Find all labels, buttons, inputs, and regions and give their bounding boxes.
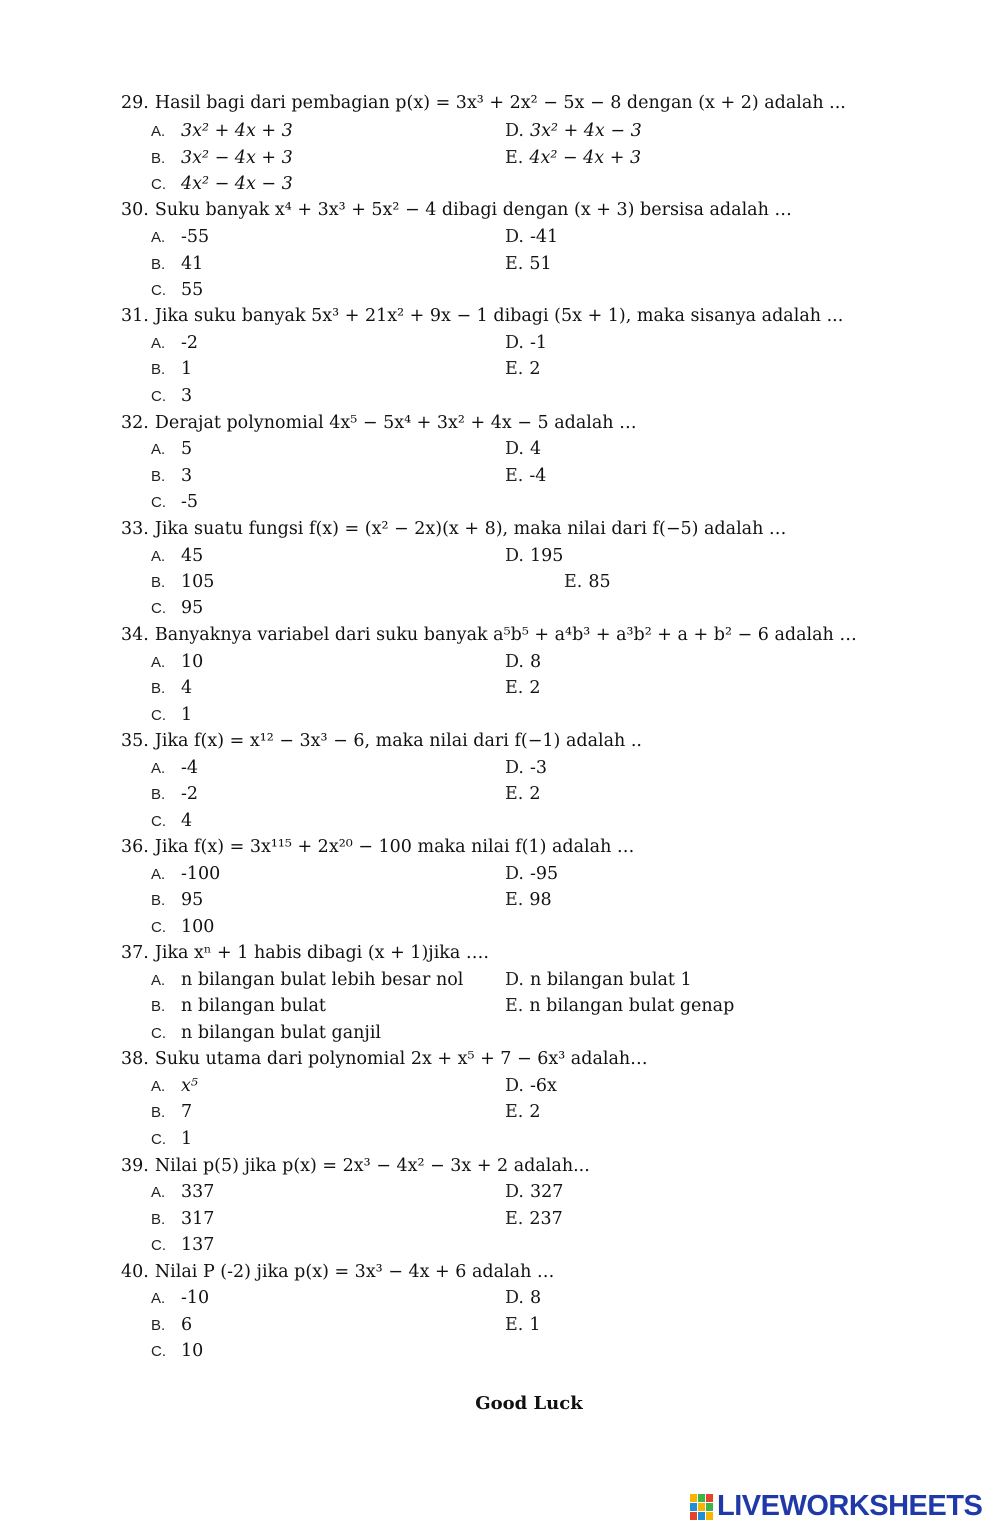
question-29 <box>121 92 846 114</box>
option-c[interactable]: C. 1 <box>151 1129 193 1149</box>
option-c[interactable]: C. 55 <box>151 280 204 300</box>
question-text: Jika f(x) = x¹² − 3x³ − 6, maka nilai dari f(−1) adalah .. <box>154 731 642 751</box>
option-e[interactable]: E. 2 <box>505 1102 541 1122</box>
option-b[interactable]: B. n bilangan bulat <box>151 996 326 1016</box>
brand-name: LIVEWORKSHEETS <box>717 1490 983 1522</box>
question-38 <box>121 1048 648 1070</box>
option-c[interactable]: C. 10 <box>151 1341 204 1361</box>
question-35 <box>121 730 642 752</box>
liveworksheets-logo-icon <box>690 1494 713 1520</box>
option-e[interactable]: E. 2 <box>505 678 541 698</box>
good-luck-text: Good Luck <box>475 1393 583 1414</box>
question-30 <box>121 199 792 221</box>
option-e[interactable]: E. 51 <box>505 254 552 274</box>
question-number: 37. <box>121 943 149 963</box>
liveworksheets-logo <box>690 1490 982 1523</box>
option-a[interactable]: A. -55 <box>151 227 210 247</box>
option-d[interactable]: D. 8 <box>505 1288 542 1308</box>
option-a[interactable]: A. 5 <box>151 439 193 459</box>
question-text: Suku utama dari polynomial 2x + x⁵ + 7 − 6x³ adalah… <box>154 1049 648 1069</box>
option-b[interactable]: B. -2 <box>151 784 199 804</box>
option-c[interactable]: C. 100 <box>151 917 215 937</box>
question-number: 38. <box>121 1049 149 1069</box>
option-a[interactable]: A. -2 <box>151 333 199 353</box>
option-c[interactable]: C. 1 <box>151 705 193 725</box>
option-a[interactable]: A. 45 <box>151 546 204 566</box>
option-c[interactable]: C. n bilangan bulat ganjil <box>151 1023 382 1043</box>
option-d[interactable]: D. 327 <box>505 1182 564 1202</box>
option-a[interactable]: A. -4 <box>151 758 199 778</box>
option-a[interactable]: A. 3x² + 4x + 3 <box>151 121 293 141</box>
option-d[interactable]: D. n bilangan bulat 1 <box>505 970 692 990</box>
option-c[interactable]: C. 95 <box>151 598 204 618</box>
option-b[interactable]: B. 4 <box>151 678 193 698</box>
question-text: Jika xⁿ + 1 habis dibagi (x + 1)jika …. <box>154 943 489 963</box>
question-number: 31. <box>121 306 149 326</box>
option-a[interactable]: A. 10 <box>151 652 204 672</box>
option-d[interactable]: D. 8 <box>505 652 542 672</box>
question-number: 32. <box>121 413 149 433</box>
question-number: 40. <box>121 1262 149 1282</box>
option-b[interactable]: B. 1 <box>151 359 193 379</box>
option-e[interactable]: E. 1 <box>505 1315 541 1335</box>
option-e[interactable]: E. 85 <box>564 572 611 592</box>
option-c[interactable]: C. 4x² − 4x − 3 <box>151 174 293 194</box>
option-d[interactable]: D. 195 <box>505 546 564 566</box>
option-b[interactable]: B. 3x² − 4x + 3 <box>151 148 293 168</box>
question-number: 34. <box>121 625 149 645</box>
option-b[interactable]: B. 41 <box>151 254 204 274</box>
option-d[interactable]: D. -3 <box>505 758 548 778</box>
option-d[interactable]: D. -6x <box>505 1076 557 1096</box>
option-e[interactable]: E. 98 <box>505 890 552 910</box>
option-a[interactable]: A. 337 <box>151 1182 215 1202</box>
question-40 <box>121 1261 554 1283</box>
question-number: 39. <box>121 1156 149 1176</box>
option-d[interactable]: D. -41 <box>505 227 559 247</box>
question-37 <box>121 942 489 964</box>
question-31 <box>121 305 843 327</box>
option-b[interactable]: B. 317 <box>151 1209 215 1229</box>
option-e[interactable]: E. 237 <box>505 1209 563 1229</box>
option-b[interactable]: B. 95 <box>151 890 204 910</box>
question-36 <box>121 836 634 858</box>
option-d[interactable]: D. 3x² + 4x − 3 <box>505 121 642 141</box>
question-text: Nilai P (-2) jika p(x) = 3x³ − 4x + 6 adalah … <box>154 1262 555 1282</box>
option-c[interactable]: C. 137 <box>151 1235 215 1255</box>
option-c[interactable]: C. 4 <box>151 811 193 831</box>
option-d[interactable]: D. 4 <box>505 439 542 459</box>
option-d[interactable]: D. -95 <box>505 864 559 884</box>
option-d[interactable]: D. -1 <box>505 333 548 353</box>
option-e[interactable]: E. 4x² − 4x + 3 <box>505 148 642 168</box>
option-e[interactable]: E. -4 <box>505 466 547 486</box>
option-c[interactable]: C. -5 <box>151 492 199 512</box>
question-text: Hasil bagi dari pembagian p(x) = 3x³ + 2x² − 5x − 8 dengan (x + 2) adalah ... <box>154 93 846 113</box>
option-b[interactable]: B. 105 <box>151 572 215 592</box>
option-a[interactable]: A. -10 <box>151 1288 210 1308</box>
option-e[interactable]: E. 2 <box>505 359 541 379</box>
question-text: Derajat polynomial 4x⁵ − 5x⁴ + 3x² + 4x − 5 adalah … <box>154 413 637 433</box>
question-text: Banyaknya variabel dari suku banyak a⁵b⁵ + a⁴b³ + a³b² + a + b² − 6 adalah … <box>154 625 857 645</box>
question-number: 29. <box>121 93 149 113</box>
question-34 <box>121 624 857 646</box>
option-b[interactable]: B. 6 <box>151 1315 193 1335</box>
question-text: Jika f(x) = 3x¹¹⁵ + 2x²⁰ − 100 maka nilai f(1) adalah … <box>154 837 635 857</box>
question-text: Jika suatu fungsi f(x) = (x² − 2x)(x + 8), maka nilai dari f(−5) adalah … <box>154 519 787 539</box>
option-b[interactable]: B. 3 <box>151 466 193 486</box>
option-e[interactable]: E. n bilangan bulat genap <box>505 996 735 1016</box>
option-a[interactable]: A. x⁵ <box>151 1076 198 1096</box>
question-text: Suku banyak x⁴ + 3x³ + 5x² − 4 dibagi dengan (x + 3) bersisa adalah … <box>154 200 792 220</box>
option-a[interactable]: A. -100 <box>151 864 221 884</box>
option-e[interactable]: E. 2 <box>505 784 541 804</box>
question-number: 35. <box>121 731 149 751</box>
question-32 <box>121 412 637 434</box>
question-text: Nilai p(5) jika p(x) = 2x³ − 4x² − 3x + 2 adalah... <box>154 1156 590 1176</box>
question-33 <box>121 518 786 540</box>
option-b[interactable]: B. 7 <box>151 1102 193 1122</box>
option-c[interactable]: C. 3 <box>151 386 193 406</box>
question-text: Jika suku banyak 5x³ + 21x² + 9x − 1 dibagi (5x + 1), maka sisanya adalah ... <box>154 306 844 326</box>
question-number: 33. <box>121 519 149 539</box>
question-number: 30. <box>121 200 149 220</box>
option-a[interactable]: A. n bilangan bulat lebih besar nol <box>151 970 464 990</box>
question-39 <box>121 1155 590 1177</box>
question-number: 36. <box>121 837 149 857</box>
